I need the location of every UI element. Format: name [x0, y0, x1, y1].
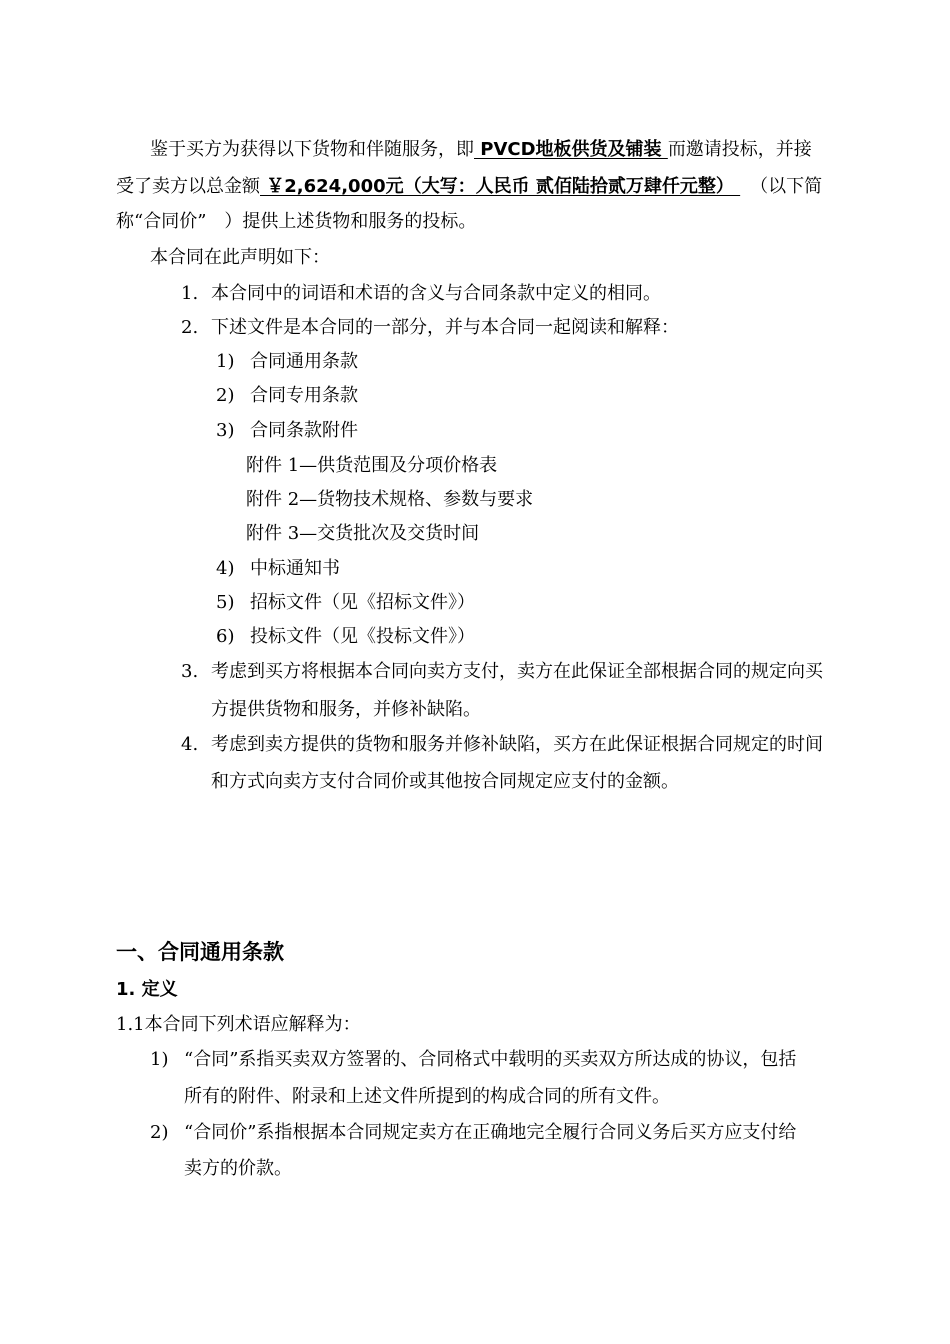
definition-continuation — [184, 1157, 292, 1181]
doc-item — [216, 591, 475, 615]
annex-item — [246, 454, 497, 478]
item-text: 考虑到买方将根据本合同向卖方支付，卖方在此保证全部根据合同的规定向买 — [211, 661, 823, 682]
item-text: 合同条款附件 — [250, 420, 358, 441]
definition-continuation — [184, 1085, 670, 1109]
doc-item — [216, 350, 358, 374]
item-number: 1. — [181, 283, 199, 304]
subsection-title-text: 1. 定义 — [116, 979, 178, 1000]
list-item — [181, 660, 823, 684]
list-item-continuation — [211, 698, 481, 722]
list-item — [181, 282, 661, 306]
item-number: 2. — [181, 317, 199, 338]
intro-line-2 — [116, 175, 822, 199]
item-text: 和方式向卖方支付合同价或其他按合同规定应支付的金额。 — [211, 771, 679, 792]
item-number: 6) — [216, 626, 235, 647]
intro-line-3 — [116, 210, 476, 234]
item-text: 本合同中的词语和术语的含义与合同条款中定义的相同。 — [211, 283, 661, 304]
subsection-title — [116, 978, 178, 1002]
item-text: 卖方的价款。 — [184, 1158, 292, 1179]
doc-item — [216, 384, 358, 408]
annex-item — [246, 522, 479, 546]
item-text: 合同通用条款 — [250, 351, 358, 372]
list-item-continuation — [211, 770, 679, 794]
item-text: 合同专用条款 — [250, 385, 358, 406]
section-title-text: 一、合同通用条款 — [116, 940, 284, 964]
list-item — [181, 733, 823, 757]
annex-text: 附件 2—货物技术规格、参数与要求 — [246, 489, 534, 510]
item-text: “合同价”系指根据本合同规定卖方在正确地完全履行合同义务后买方应支付给 — [184, 1122, 797, 1143]
clause — [116, 1013, 361, 1037]
item-number: 1) — [150, 1049, 169, 1070]
doc-item — [216, 625, 475, 649]
item-number: 2) — [150, 1122, 169, 1143]
item-number: 4. — [181, 734, 199, 755]
goods-name: PVCD地板供货及铺装 — [474, 139, 668, 160]
intro-text: （以下简 — [750, 176, 823, 197]
item-number: 3. — [181, 661, 199, 682]
declaration-text: 本合同在此声明如下： — [150, 247, 330, 268]
item-text: 考虑到卖方提供的货物和服务并修补缺陷，买方在此保证根据合同规定的时间 — [211, 734, 823, 755]
list-item — [181, 316, 679, 340]
item-text: 所有的附件、附录和上述文件所提到的构成合同的所有文件。 — [184, 1086, 670, 1107]
section-title — [116, 940, 284, 964]
contract-amount: ￥2,624,000元（大写：人民币 贰佰陆拾贰万肆仟元整） — [260, 176, 741, 197]
doc-item — [216, 557, 340, 581]
annex-item — [246, 488, 533, 512]
intro-text: 鉴于买方为获得以下货物和伴随服务，即 — [150, 139, 474, 160]
intro-text: 而邀请投标，并接 — [667, 139, 812, 160]
item-text: 下述文件是本合同的一部分，并与本合同一起阅读和解释： — [211, 317, 679, 338]
item-text: 招标文件（见《招标文件》） — [250, 592, 475, 613]
item-number: 4) — [216, 558, 235, 579]
doc-item — [216, 419, 358, 443]
intro-text: 称“合同价” ）提供上述货物和服务的投标。 — [116, 211, 477, 232]
item-text: 投标文件（见《投标文件》） — [250, 626, 475, 647]
item-text: “合同”系指买卖双方签署的、合同格式中载明的买卖双方所达成的协议，包括 — [184, 1049, 797, 1070]
item-number: 3) — [216, 420, 235, 441]
definition-item — [150, 1121, 796, 1145]
annex-text: 附件 1—供货范围及分项价格表 — [246, 455, 498, 476]
item-number: 1) — [216, 351, 235, 372]
definition-item — [150, 1048, 796, 1072]
item-number: 2) — [216, 385, 235, 406]
item-number: 5) — [216, 592, 235, 613]
intro-line-1 — [150, 138, 812, 162]
item-text: 中标通知书 — [250, 558, 340, 579]
intro-text: 受了卖方以总金额 — [116, 176, 260, 197]
annex-text: 附件 3—交货批次及交货时间 — [246, 523, 480, 544]
item-text: 方提供货物和服务，并修补缺陷。 — [211, 699, 481, 720]
clause-text: 1.1本合同下列术语应解释为： — [116, 1014, 361, 1035]
declaration — [150, 246, 330, 270]
